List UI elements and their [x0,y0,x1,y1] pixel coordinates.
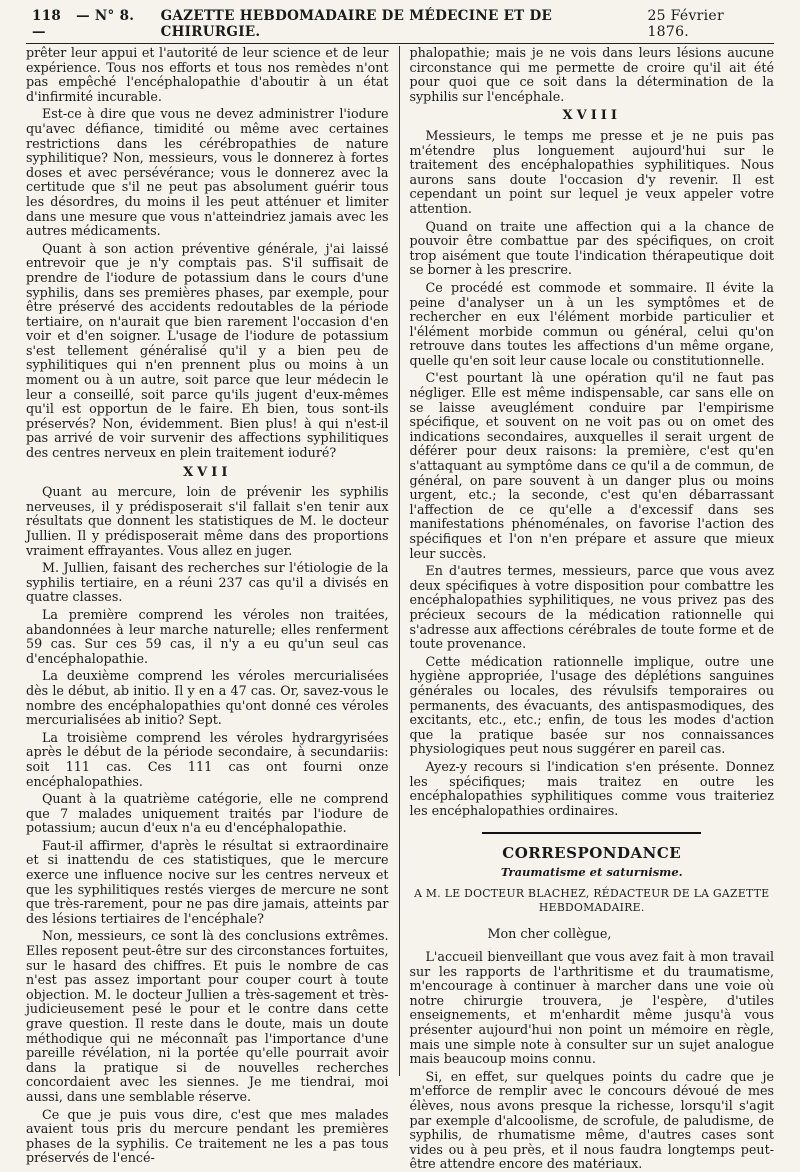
paragraph: Quand on traite une affection qui a la chance de pouvoir être combattue par des spécifiques, on croit trop aisément que toute l'indication thérapeutique doit se borner à les prescrire. [409,218,774,278]
paragraph: En d'autres termes, messieurs, parce que vous avez deux spécifiques à votre disposition pour combattre les encéphalopathies syphilitiques, ne vous privez pas des précieux secours de la médication rationnelle qui s'adresse aux affections cérébrales de toute forme et de toute provenance. [409,563,774,652]
paragraph: Si, en effet, sur quelques points du cadre que je m'efforce de remplir avec le concours dévoué de mes élèves, nous avons presque la richesse, lorsqu'il s'agit par exemple d'alcoolisme, de scrofule, de paludisme, de syphilis, de rhumatisme même, d'autres cases sont vides ou à peu près, et il nous faudra longtemps peut-être attendre encore des matériaux. [409,1068,774,1172]
section-heading: XVII [183,464,232,480]
paragraph: Quant à son action préventive générale, j'ai laissé entrevoir que je n'y comptais pas. S'il suffisait de prendre de l'iodure de potassium dans le cours d'une syphilis, dans ses premières phases, par exemple, pour être préservé des accidents redoutables de la période tertiaire, on n'aurait que bien rarement l'occasion d'en voir et d'en soigner. L'usage de l'iodure de potassium s'est tellement généralisé qu'il y a bien peu de syphilitiques qui n'en prennent plus ou moins à un moment ou à un autre, soit parce que leur médecin le leur a conseillé, soit parce qu'ils jugent d'eux-mêmes qu'il est opportun de le faire. Eh bien, tous sont-ils préservés? Non, évidemment. Bien plus! à qui n'est-il pas arrivé de voir survenir des affections syphilitiques des centres nerveux en plein traitement ioduré? [26,240,389,461]
paragraph: Quant à la quatrième catégorie, elle ne comprend que 7 malades uniquement traités par l'iodure de potassium; aucun d'eux n'a eu d'encéphalopathie. [26,791,389,836]
paragraph: Quant au mercure, loin de prévenir les syphilis nerveuses, il y prédisposerait s'il fallait s'en tenir aux résultats que donnent les statistiques de M. le docteur Jullien. Il y prédisposerait même dans des proportions vraiment effrayantes. Vous allez en juger. [26,484,389,558]
paragraph: La troisième comprend les véroles hydrargyrisées après le début de la période secondaire, à secundariis: soit 111 cas. Ces 111 cas ont fourni onze encéphalopathies. [26,729,389,789]
paragraph: prêter leur appui et l'autorité de leur science et de leur expérience. Tous nos efforts et tous nos remèdes n'ont pas empêché l'encéphalopathie d'aboutir à un état d'infirmité incurable. [26,45,389,104]
text-columns [26,45,774,1172]
paragraph: Ce procédé est commode et sommaire. Il évite la peine d'analyser un à un les symptômes et de rechercher en eux l'élément morbide particulier et l'élément morbide commun ou général, celui qu'on retrouve dans toutes les affections d'un même organe, quelle qu'en soit leur cause locale ou constitutionnelle. [409,279,774,368]
journal-title: GAZETTE HEBDOMADAIRE DE MÉDECINE ET DE CHIRURGIE. [160,8,553,40]
paragraph: L'accueil bienveillant que vous avez fait à mon travail sur les rapports de l'arthritisme et du traumatisme, m'encourage à continuer à marcher dans une voie où notre chirurgie trouvera, je l'espère, d'utiles enseignements, et m'enhardit même jusqu'à vous présenter aujourd'hui non point un mémoire en règle, mais une simple note à consulter sur un sujet analogue mais beaucoup moins connu. [409,949,774,1067]
letter-salutation: Mon cher collègue, [487,926,612,942]
paragraph: M. Jullien, faisant des recherches sur l'étiologie de la syphilis tertiaire, en a réuni 237 cas qu'il a divisés en quatre classes. [26,560,389,605]
header-left [32,8,161,40]
paragraph: La première comprend les véroles non traitées, abandonnées à leur marche naturelle; elles renferment 59 cas. Sur ces 59 cas, il n'y a eu qu'un seul cas d'encéphalopathie. [26,606,389,666]
paragraph: La deuxième comprend les véroles mercurialisées dès le début, ab initio. Il y en a 47 cas. Or, savez-vous le nombre des encéphalopathies qu'ont donné ces véroles mercurialisées ab initio? Sept. [26,668,389,728]
paragraph: Ce que je puis vous dire, c'est que mes malades avaient tous pris du mercure pendant les premières phases de la syphilis. Ce traitement ne les a pas tous préservés de l'encé- [26,1106,389,1166]
paragraph: C'est pourtant là une opération qu'il ne faut pas négliger. Elle est même indispensable, car sans elle on se laisse aveuglément conduire par l'empirisme spécifique, et souvent on ne voit pas ou on omet des indications secondaires, auxquelles il serait urgent de déférer pour deux raisons: la première, c'est qu'en s'attaquant au symptôme dans ce qu'il a de commun, de général, on pare souvent à un danger plus ou moins urgent, etc.; la seconde, c'est qu'en débarrassant l'affection de ce qu'elle a d'excessif dans ses manifestations phénoménales, on favorise l'action des spécifiques et l'on n'en prépare et assure que mieux leur succès. [409,370,774,561]
section-divider [482,832,701,834]
paragraph: Cette médication rationnelle implique, outre une hygiène appropriée, l'usage des déplétions sanguines générales ou locales, des révulsifs temporaires ou permanents, des évacuants, des antispasmodiques, des excitants, etc., etc.; enfin, de tous les modes d'action que la pratique basée sur nos connaissances physiologiques peut nous suggérer en pareil cas. [409,653,774,757]
paragraph: Ayez-y recours si l'indication s'en présente. Donnez les spécifiques; mais traitez en outre les encéphalopathies syphilitiques comme vous traiteriez les encéphalopathies ordinaires. [409,758,774,818]
issue-date: 25 Février 1876. [647,8,725,40]
right-column [399,45,775,1172]
paragraph: phalopathie; mais je ne vois dans leurs lésions aucune circonstance qui me permette de croire qu'il ait été pour quoi que ce soit dans la détermination de la syphilis sur l'encéphale. [409,45,774,104]
page-number: 118 [32,8,62,24]
paragraph: Non, messieurs, ce sont là des conclusions extrêmes. Elles reposent peut-être sur des circonstances fortuites, sur le hasard des chiffres. Et puis le nombre de cas n'est pas assez important pour couper court à toute objection. M. le docteur Jullien a très-sagement et très-judicieusement pesé le pour et le contre dans cette grave question. Il reste dans le doute, mais un doute méthodique qui ne méconnaît pas l'importance d'une pareille révélation, ni la portée qu'elle pourrait avoir dans la pratique si de nouvelles recherches concordaient avec les siennes. Je me tiendrai, moi aussi, dans une semblable réserve. [26,928,389,1104]
paragraph: Messieurs, le temps me presse et je ne puis pas m'étendre plus longuement aujourd'hui sur le traitement des encéphalopathies syphilitiques. Nous aurons sans doute l'occasion d'y revenir. Il est cependant un point sur lequel je veux appeler votre attention. [409,127,774,216]
section-heading: XVIII [562,108,621,124]
correspondance-subtitle: Traumatisme et saturnisme. [500,864,683,879]
left-column [26,45,399,1166]
issue-number: — N° 8. — [32,8,135,40]
letter-addressee: A M. LE DOCTEUR BLACHEZ, RÉDACTEUR DE LA GAZETTE HEBDOMADAIRE. [414,887,770,915]
paragraph: Est-ce à dire que vous ne devez administrer l'iodure qu'avec défiance, timidité ou même avec certaines restrictions dans les cérébropathies de nature syphilitique? Non, messieurs, vous le donnerez à fortes doses et avec persévérance; vous le donnerez avec la certitude que s'il ne peut pas absolument guérir tous les désordres, du moins il les peut atténuer et limiter dans une mesure que vous n'atteindriez jamais avec les autres médicaments. [26,106,389,239]
page-header [26,8,774,44]
correspondance-heading: CORRESPONDANCE [502,844,682,863]
paragraph: Faut-il affirmer, d'après le résultat si extraordinaire et si inattendu de ces statistiques, que le mercure exerce une influence nocive sur les centres nerveux et que les syphilitiques restés vierges de mercure ne sont que très-rarement, pour ne pas dire jamais, atteints par des lésions tertiaires de l'encéphale? [26,837,389,926]
